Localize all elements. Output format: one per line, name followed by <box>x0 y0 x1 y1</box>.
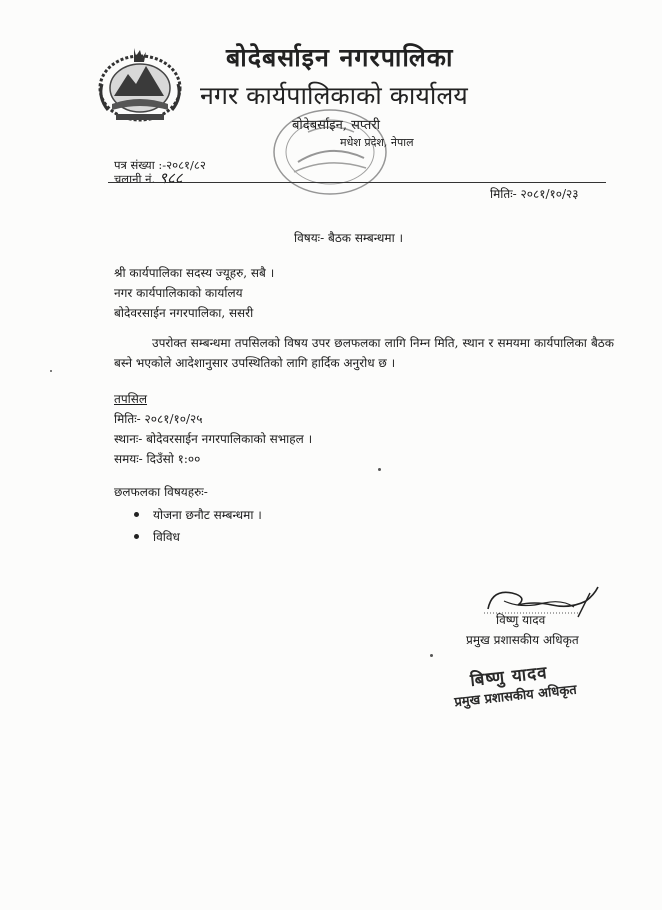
recipient-line-1: श्री कार्यपालिका सदस्य ज्यूहरु, सबै । <box>114 266 275 280</box>
name-stamp: बिष्णु यादव <box>469 662 549 691</box>
agenda-heading: छलफलका विषयहरुः- <box>114 485 208 499</box>
bullet-icon <box>134 512 139 517</box>
signatory-name: विष्णु यादव <box>496 613 546 627</box>
agenda-item-text: विविध <box>153 529 180 544</box>
title-stamp: प्रमुख प्रशासकीय अधिकृत <box>453 682 578 711</box>
dispatch-number-value: ९८८ <box>159 169 183 187</box>
meeting-venue: स्थानः- बोदेवरसाईन नगरपालिकाको सभाहल । <box>114 432 313 446</box>
meeting-time: समयः- दिउँसो १:०० <box>114 452 201 466</box>
details-heading: तपसिल <box>114 392 148 406</box>
municipality-title: बोदेबर्साइन नगरपालिका <box>226 43 454 72</box>
dispatch-number <box>114 168 183 188</box>
letter-number-label: पत्र संख्या :- <box>114 158 167 172</box>
agenda-item-text: योजना छनौट सम्बन्धमा । <box>153 507 262 522</box>
agenda-list <box>134 503 262 547</box>
letter-subject: विषयः- बैठक सम्बन्धमा । <box>294 231 404 245</box>
agenda-item <box>134 525 262 547</box>
province-line: मधेश प्रदेश, नेपाल <box>340 136 414 149</box>
recipient-line-3: बोदेवरसाईन नगरपालिका, ससरी <box>114 306 254 320</box>
recipient-line-2: नगर कार्यपालिकाको कार्यालय <box>114 286 243 300</box>
nepal-emblem-icon <box>94 44 186 124</box>
header-divider <box>108 182 606 183</box>
district-line: बोदेबर्साइन, सप्तरी <box>292 118 381 133</box>
scan-speck <box>430 654 433 657</box>
scan-speck <box>378 468 381 471</box>
letter-number-value: २०८१/८२ <box>166 158 206 172</box>
scan-speck <box>50 370 52 372</box>
dispatch-number-label: चलानी नं. <box>114 172 156 186</box>
agenda-item <box>134 503 262 525</box>
meeting-date: मितिः- २०८१/१०/२५ <box>114 412 203 426</box>
letter-body: उपरोक्त सम्बन्धमा तपसिलको विषय उपर छलफलका लागि निम्न मिति, स्थान र समयमा कार्यपालिका बैठक बस्ने भएकोले आदेशानुसार उपस्थितिको लागि हार्दिक अनुरोध छ । <box>114 336 614 370</box>
scan-speck <box>122 104 124 106</box>
office-stamp-icon <box>268 102 392 202</box>
letter-date: मितिः- २०८१/१०/२३ <box>490 187 579 201</box>
office-title: नगर कार्यपालिकाको कार्यालय <box>200 81 468 110</box>
bullet-icon <box>134 534 139 539</box>
signatory-title: प्रमुख प्रशासकीय अधिकृत <box>466 633 579 647</box>
